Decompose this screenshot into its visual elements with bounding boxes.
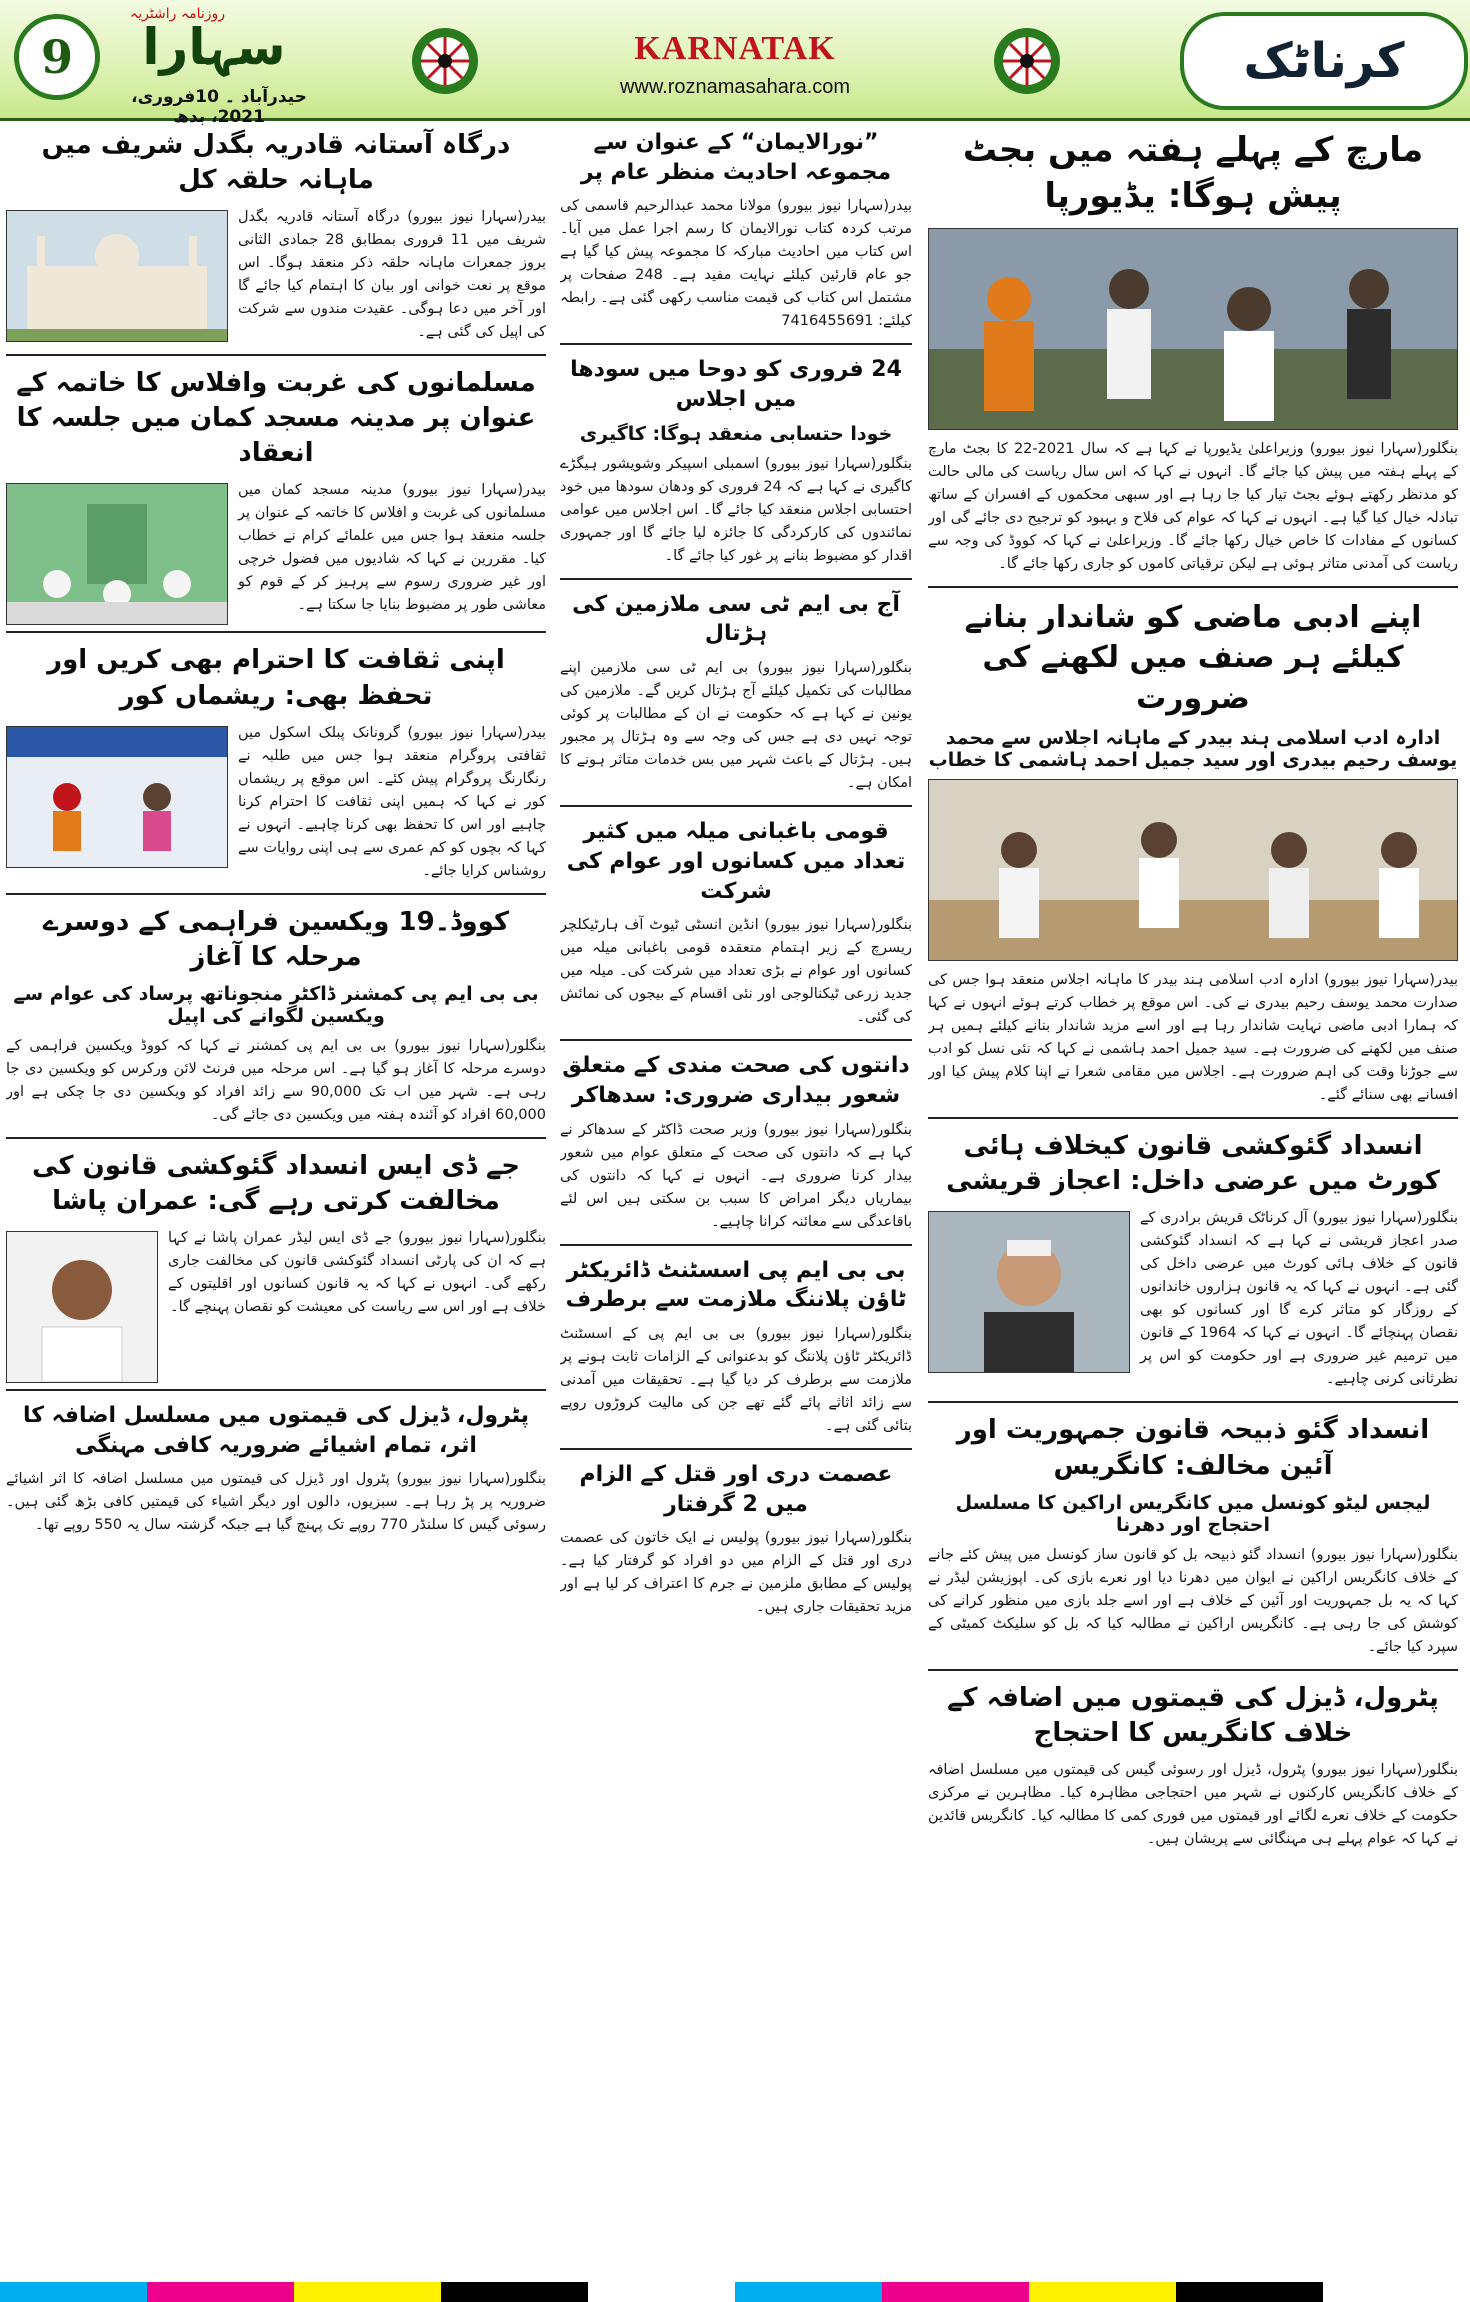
subheadline: بی بی ایم پی کمشنر ڈاکٹر منجوناتھ پرساد کی عوام سے ویکسین لگوانے کی اپیل bbox=[13, 982, 539, 1027]
paper-label: روزنامہ راشٹریہ bbox=[130, 6, 226, 22]
headline: درگاہ آستانہ قادریہ بگدل شریف میں ماہانہ حلقہ کل bbox=[41, 130, 511, 196]
headline: بی بی ایم پی اسسٹنٹ ڈائریکٹر ٹاؤن پلاننگ ملازمت سے برطرف bbox=[565, 1257, 907, 1313]
masthead bbox=[0, 0, 1470, 127]
headline: دانتوں کی صحت مندی کے متعلق شعور بیداری ضروری: سدھاکر bbox=[562, 1053, 910, 1108]
divider bbox=[928, 1401, 1458, 1403]
school-event-photo bbox=[6, 726, 228, 868]
article-body: بنگلور(سہارا نیوز بیورو) بی بی ایم پی کمشنر نے کہا کہ کووڈ ویکسین فراہمی کے دوسرے مرحلہ کا آغاز ہو گیا ہے۔ اس مرحلہ میں فرنٹ لائن ورکرس کو ویکسین دی جا رہی ہے۔ شہر میں اب تک 90,000 سے زائد افراد کو ویکسین دی جا چکی ہے اور 60,000 افراد کو آئندہ ہفتہ میں ویکسین دی جائے گی۔ bbox=[6, 1037, 546, 1123]
article-body: بنگلور(سہارا نیوز بیورو) پٹرول، ڈیزل اور رسوئی گیس کی قیمتوں میں مسلسل اضافہ کے خلاف کانگریس کارکنوں نے شہر میں احتجاجی مظاہرہ کیا۔ مظاہرین نے مرکزی حکومت کے خلاف نعرے لگائے اور قیمتوں میں فوری کمی کا مطالبہ کیا۔ کانگریس قائدین نے کہا کہ عوام پہلے ہی مہنگائی سے پریشان ہیں۔ bbox=[928, 1761, 1458, 1847]
emblem-wheel-icon bbox=[410, 26, 480, 96]
print-registration-bar bbox=[0, 2282, 1470, 2302]
headline: 24 فروری کو دوحا میں سودھا میں اجلاس bbox=[570, 357, 902, 413]
article-body: بنگلور(سہارا نیوز بیورو) وزیر صحت ڈاکٹر کے سدھاکر نے کہا ہے کہ دانتوں کی صحت کے متعلق عوام میں شعور بیدار کرنا ضروری ہے۔ انہوں نے کہا کہ دانتوں کی بیماریاں دیگر امراض کا سبب بن سکتی ہیں اس لئے باقاعدگی سے معائنہ کرانا چاہیے۔ bbox=[560, 1121, 912, 1230]
column-left bbox=[6, 128, 546, 2268]
divider bbox=[6, 893, 546, 895]
article-body: بنگلور(سہارا نیوز بیورو) وزیراعلیٰ یڈیورپا نے کہا ہے کہ سال 2021-22 کا بجٹ مارچ کے پہلے ہفتہ میں پیش کیا جائے گا۔ انہوں نے کہا کہ اس سال ریاست کی مالی حالت کو مدنظر رکھتے ہوئے بجٹ تیار کیا جا رہا ہے اور سبھی محکموں کے افسران کے ساتھ تبادلہ خیال کیا گیا ہے۔ انہوں نے کہا کہ عوام کی فلاح و بہبود کو ترجیح دی جائے گی اور کسانوں کے مفادات کا خاص خیال رکھا جائے گا۔ وزیراعلیٰ نے کہا کہ کووڈ کی وجہ سے ریاست کی آمدنی متاثر ہوئی ہے لیکن ترقیاتی کاموں کو جاری رکھا جائے گا۔ bbox=[928, 440, 1458, 572]
article-body: بنگلور(سہارا نیوز بیورو) پولیس نے ایک خاتون کی عصمت دری اور قتل کے الزام میں دو افراد کو گرفتار کیا ہے۔ پولیس کے مطابق ملزمین نے جرم کا اعتراف کر لیا ہے اور مزید تحقیقات جاری ہیں۔ bbox=[560, 1530, 912, 1616]
article-body: بنگلور(سہارا نیوز بیورو) انڈین انسٹی ٹیوٹ آف ہارٹیکلچر ریسرچ کے زیر اہتمام منعقدہ قومی باغبانی میلہ میں کسانوں اور عوام نے بڑی تعداد میں شرکت کی۔ میلہ میں جدید زرعی ٹیکنالوجی اور نئی اقسام کے بیجوں کی نمائش کی گئی۔ bbox=[560, 917, 912, 1026]
dateline: حیدرآباد ۔ 10فروری، 2021، بدھ bbox=[131, 87, 307, 127]
divider bbox=[6, 1137, 546, 1139]
headline: عصمت دری اور قتل کے الزام میں 2 گرفتار bbox=[579, 1461, 893, 1517]
divider bbox=[560, 1448, 912, 1450]
divider bbox=[928, 586, 1458, 588]
website-link[interactable]: www.roznamasahara.com bbox=[619, 76, 851, 98]
divider bbox=[928, 1117, 1458, 1119]
subheadline: خودا حتسابی منعقد ہوگا: کاگیری bbox=[579, 422, 893, 445]
headline: مارچ کے پہلے ہفتہ میں بجٹ پیش ہوگا: یڈیورپا bbox=[962, 130, 1424, 216]
column-right bbox=[928, 128, 1458, 2268]
divider bbox=[928, 1669, 1458, 1671]
paper-logo: سہارا bbox=[142, 18, 286, 76]
dargah-photo bbox=[6, 210, 228, 342]
news-photo bbox=[928, 779, 1458, 961]
divider bbox=[560, 578, 912, 580]
headline: ”نورالایمان“ کے عنوان سے مجموعہ احادیث منظر عام پر bbox=[580, 130, 892, 185]
divider bbox=[560, 1039, 912, 1041]
article-body: بنگلور(سہارا نیوز بیورو) اسمبلی اسپیکر وشویشور ہیگڑے کاگیری نے کہا ہے کہ 24 فروری کو ودھان سودھا میں خود احتسابی اجلاس منعقد کیا جائے گا۔ اس اجلاس میں عوامی نمائندوں کی کارکردگی کا جائزہ لیا جائے گا اور جمہوری اقدار کو مضبوط بنانے پر غور کیا جائے گا۔ bbox=[560, 455, 912, 564]
subheadline: لیجس لیٹو کونسل میں کانگریس اراکین کا مسلسل احتجاج اور دھرنا bbox=[955, 1491, 1431, 1536]
divider bbox=[6, 354, 546, 356]
headline: انسداد گئو ذبیحہ قانون جمہوریت اور آئین مخالف: کانگریس bbox=[956, 1415, 1430, 1481]
divider bbox=[6, 631, 546, 633]
mosque-gathering-photo bbox=[6, 483, 228, 625]
portrait-photo bbox=[928, 1211, 1130, 1373]
article-body: بیدر(سہارا نیوز بیورو) درگاہ آستانہ قادریہ بگدل شریف میں 11 فروری بمطابق 28 جمادی الثانی بروز جمعرات ماہانہ حلقہ ذکر منعقد ہوگا۔ اس موقع پر نعت خوانی اور بیان کا اہتمام کیا جائے گا اور آخر میں دعا ہوگی۔ عقیدت مندوں سے شرکت کی اپیل کی گئی ہے۔ bbox=[238, 209, 546, 341]
headline: پٹرول، ڈیزل کی قیمتوں میں اضافہ کے خلاف کانگریس کا احتجاج bbox=[947, 1682, 1439, 1748]
column-middle bbox=[560, 128, 912, 2268]
article-body: بیدر(سہارا نیوز بیورو) مولانا محمد عبدالرحیم قاسمی کی مرتب کردہ کتاب نورالایمان کا رسم اجرا عمل میں آیا۔ اس کتاب میں احادیث مبارکہ کا مجموعہ پیش کیا گیا ہے جو عام قارئین کیلئے نہایت مفید ہے۔ 248 صفحات پر مشتمل اس کتاب کی قیمت مناسب رکھی گئی ہے۔ رابطہ کیلئے: 7416455691 bbox=[560, 198, 912, 330]
article-body: بنگلور(سہارا نیوز بیورو) بی بی ایم پی کے اسسٹنٹ ڈائریکٹر ٹاؤن پلاننگ کو بدعنوانی کے الزامات ثابت ہونے پر ملازمت سے برطرف کر دیا گیا ہے۔ تحقیقات میں آمدنی سے زائد اثاثے پائے گئے تھے جن کی مالیت کروڑوں روپے بتائی گئی ہے۔ bbox=[560, 1325, 912, 1434]
page-number: 9 bbox=[14, 14, 100, 100]
portrait-photo bbox=[6, 1231, 158, 1383]
article-body: بنگلور(سہارا نیوز بیورو) جے ڈی ایس لیڈر عمران پاشا نے کہا ہے کہ ان کی پارٹی انسداد گئوکشی قانون کی مخالفت جاری رکھے گی۔ انہوں نے کہا کہ یہ قانون کسانوں اور اقلیتوں کے خلاف ہے اور اس سے ریاست کی معیشت کو نقصان پہنچے گا۔ bbox=[168, 1230, 546, 1316]
article-body: بنگلور(سہارا نیوز بیورو) بی ایم ٹی سی ملازمین اپنے مطالبات کی تکمیل کیلئے آج ہڑتال کریں گے۔ ملازمین کی یونین نے کہا ہے کہ حکومت نے ان کے مطالبات پر کوئی توجہ نہیں دی ہے جس کی وجہ سے وہ ہڑتال پر مجبور ہیں۔ ہڑتال کے باعث شہر میں بس خدمات متاثر ہونے کا امکان ہے۔ bbox=[560, 660, 912, 792]
section-title-en: KARNATAK bbox=[634, 30, 836, 67]
divider bbox=[560, 805, 912, 807]
article-body: بنگلور(سہارا نیوز بیورو) آل کرناٹک قریش برادری کے صدر اعجاز قریشی نے کہا ہے کہ انسداد گئوکشی قانون کے خلاف ہائی کورٹ میں عرضی داخل کی گئی ہے۔ انہوں نے کہا کہ یہ قانون ہزاروں خاندانوں کے روزگار کو متاثر کرے گا اور کسانوں کو بھی نقصان پہنچائے گا۔ انہوں نے کہا کہ 1964 کے قانون میں ترمیم غیر ضروری ہے اور حکومت کو اس پر نظرثانی کرنی چاہیے۔ bbox=[1140, 1210, 1458, 1388]
headline: آج بی ایم ٹی سی ملازمین کی ہڑتال bbox=[572, 591, 900, 647]
headline: پٹرول، ڈیزل کی قیمتوں میں مسلسل اضافہ کا اثر، تمام اشیائے ضروریہ کافی مہنگی bbox=[22, 1403, 530, 1458]
headline: قومی باغبانی میلہ میں کثیر تعداد میں کسانوں اور عوام کی شرکت bbox=[566, 819, 906, 904]
emblem-wheel-icon bbox=[992, 26, 1062, 96]
article-body: بیدر(سہارا نیوز بیورو) مدینہ مسجد کمان میں مسلمانوں کی غربت و افلاس کا خاتمہ کے عنوان پر جلسہ منعقد ہوا جس میں علمائے کرام نے خطاب کیا۔ مقررین نے کہا کہ شادیوں میں فضول خرچی اور غیر ضروری رسوم سے پرہیز کر کے قوم کو معاشی طور پر مضبوط بنایا جا سکتا ہے۔ bbox=[238, 482, 546, 614]
headline: اپنی ثقافت کا احترام بھی کریں اور تحفظ بھی: ریشماں کور bbox=[47, 645, 505, 711]
article-body: بنگلور(سہارا نیوز بیورو) پٹرول اور ڈیزل کی قیمتوں میں مسلسل اضافہ کا اثر اشیائے ضروریہ پر پڑ رہا ہے۔ سبزیوں، دالوں اور دیگر اشیاء کی قیمتیں کافی بڑھ گئی ہیں۔ رسوئی گیس کا سلنڈر 770 روپے تک پہنچ گیا ہے جبکہ گزشتہ سال یہ 550 روپے تھا۔ bbox=[6, 1471, 546, 1534]
headline: انسداد گئوکشی قانون کیخلاف ہائی کورٹ میں عرضی داخل: اعجاز قریشی bbox=[946, 1131, 1440, 1197]
headline: کووڈ۔19 ویکسین فراہمی کے دوسرے مرحلہ کا آغاز bbox=[42, 906, 510, 972]
headline: مسلمانوں کی غربت وافلاس کا خاتمہ کے عنوان پر مدینہ مسجد کمان میں جلسہ کا انعقاد bbox=[16, 368, 536, 469]
article-body: بیدر(سہارا نیوز بیورو) ادارہ ادب اسلامی ہند بیدر کا ماہانہ اجلاس منعقد ہوا جس کی صدارت محمد یوسف رحیم بیدری نے کی۔ اس موقع پر خطاب کرتے ہوئے انہوں نے کہا کہ ہمارا ادبی ماضی نہایت شاندار رہا ہے اور اسے مزید شاندار بنانے کیلئے ہمیں ہر صنف میں لکھنے کی ضرورت ہے۔ سید جمیل احمد ہاشمی نے کہا کہ نئی نسل کو ادب سے جوڑنا وقت کی اہم ضرورت ہے۔ اجلاس میں مقامی شعرا نے اپنا کلام پیش کیا اور افسانے بھی سنائے گئے۔ bbox=[928, 972, 1458, 1104]
article-body: بیدر(سہارا نیوز بیورو) گرونانک پبلک اسکول میں ثقافتی پروگرام منعقد ہوا جس میں طلبہ نے رنگارنگ پروگرام پیش کئے۔ اس موقع پر ریشماں کور نے کہا کہ ہمیں اپنی ثقافت کا احترام کرنا چاہیے اور اس کا تحفظ بھی کرنا چاہیے۔ انہوں نے کہا کہ بچوں کو کم عمری سے ہی اپنی روایات سے روشناس کرایا جائے۔ bbox=[238, 724, 546, 879]
headline: جے ڈی ایس انسداد گئوکشی قانون کی مخالفت کرتی رہے گی: عمران پاشا bbox=[32, 1150, 520, 1216]
headline: اپنے ادبی ماضی کو شاندار بنانے کیلئے ہر صنف میں لکھنے کی ضرورت bbox=[964, 599, 1422, 716]
divider bbox=[560, 343, 912, 345]
divider bbox=[6, 1389, 546, 1391]
news-photo bbox=[928, 228, 1458, 430]
divider bbox=[560, 1244, 912, 1246]
section-title-ur: کرناٹک bbox=[1180, 12, 1468, 110]
article-body: بنگلور(سہارا نیوز بیورو) انسداد گئو ذبیحہ بل کو قانون ساز کونسل میں پیش کئے جانے کے خلاف کانگریس اراکین نے ایوان میں دھرنا دیا اور نعرے بازی کی۔ اپوزیشن لیڈر نے کہا کہ یہ بل جمہوریت اور آئین کے خلاف ہے اور اسے جلد بازی میں منظور کرانے کی کوشش کی جا رہی ہے۔ کانگریس اراکین نے مطالبہ کیا کہ بل کو سلیکٹ کمیٹی کے سپرد کیا جائے۔ bbox=[928, 1546, 1458, 1655]
subheadline: ادارہ ادب اسلامی ہند بیدر کے ماہانہ اجلاس سے محمد یوسف رحیم بیدری اور سید جمیل احمد ہاشمی کا خطاب bbox=[928, 727, 1458, 772]
